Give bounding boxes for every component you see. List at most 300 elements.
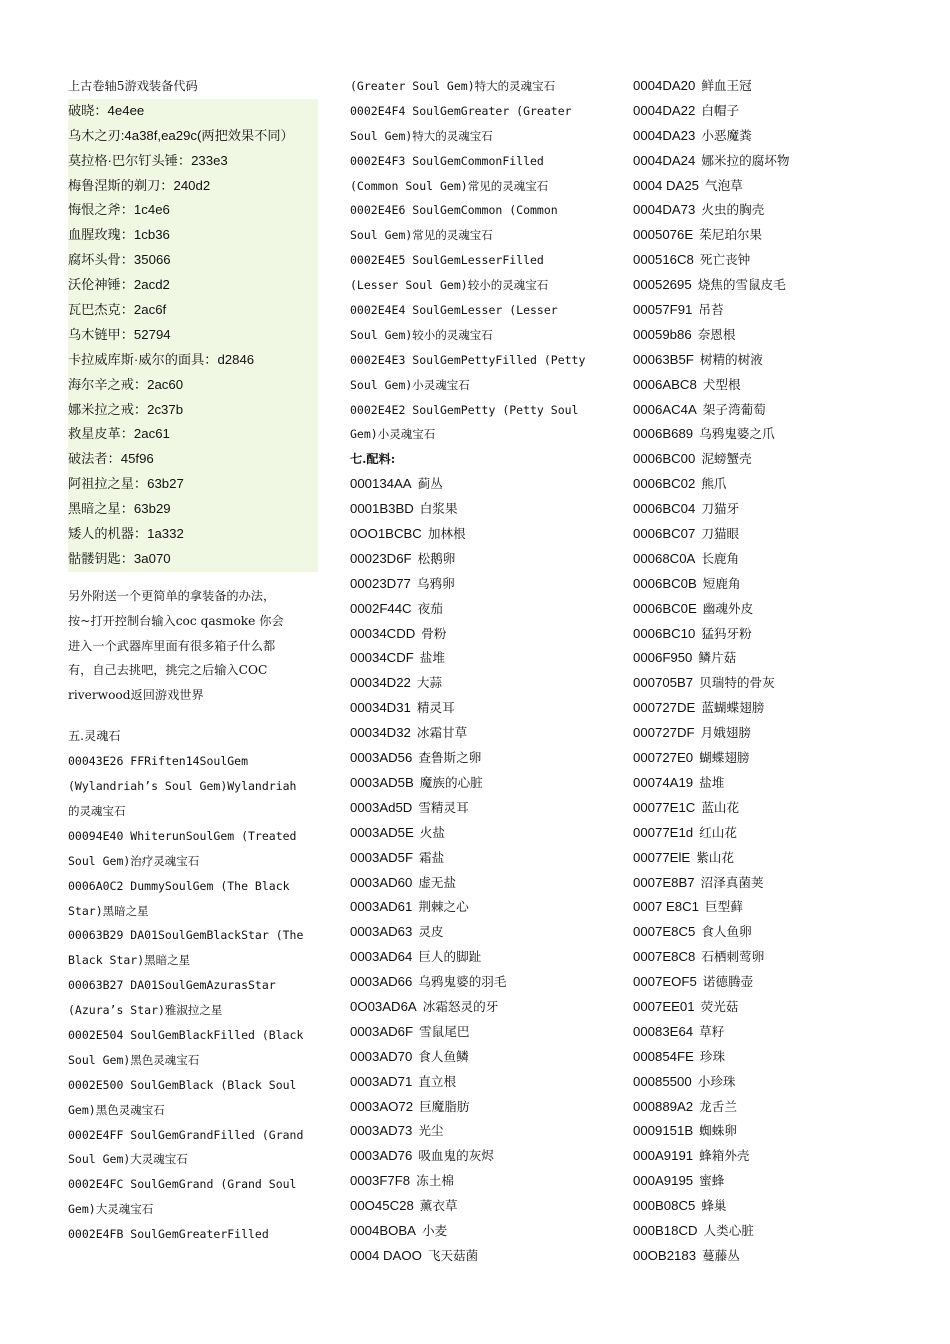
ingredient-row [350, 1219, 610, 1244]
ingredient-row [350, 497, 610, 522]
ingredient-name: 乌鸦鬼婆之爪 [699, 426, 775, 442]
soulgem-line: 0002E4E5 SoulGemLesserFilled [350, 253, 544, 268]
ingredient-name: 荆棘之心 [418, 899, 469, 915]
soulgem-line: 的灵魂宝石 [68, 803, 126, 818]
ingredient-name: 烧焦的雪鼠皮毛 [697, 277, 786, 293]
ingredient-code: 000705B7 [633, 675, 694, 691]
ingredient-code: 0002F44C [350, 600, 412, 616]
ingredient-name: 吊苔 [698, 302, 724, 318]
ingredient-name: 蜂箱外壳 [699, 1148, 750, 1164]
ingredient-code: 0003AD70 [350, 1048, 413, 1064]
ingredient-name: 冰霜怒灵的牙 [422, 998, 499, 1014]
ingredient-code: 000727E0 [633, 750, 694, 766]
ingredient-code: 0003AD64 [350, 949, 413, 965]
ingredient-code: 00085500 [633, 1073, 692, 1089]
ingredient-name: 火虫的胸壳 [701, 202, 765, 218]
soulgem-line: 0002E4E4 SoulGemLesser (Lesser [350, 303, 558, 318]
ingredient-row [633, 348, 923, 373]
ingredient-row [633, 721, 923, 746]
ingredient-name: 诺德腾壶 [702, 974, 754, 990]
ingredient-code: 000727DE [633, 700, 696, 716]
ingredient-code: 00023D77 [350, 575, 411, 591]
soulgem-line: 0002E4F4 SoulGemGreater (Greater [350, 103, 572, 118]
ingredient-name: 小麦 [421, 1222, 448, 1238]
ingredient-name: 雪鼠尾巴 [419, 1023, 470, 1039]
ingredient-code: 0004DA24 [633, 152, 696, 168]
soulgem-line: Black Star)黑暗之星 [68, 953, 191, 968]
artifact-code-item: 莫拉格·巴尔钉头锤：233e3 [68, 152, 228, 168]
ingredient-name: 人类心脏 [703, 1222, 754, 1238]
ingredient-name: 雪精灵耳 [418, 799, 469, 815]
soulgem-line: (Wylandriah’s Soul Gem)Wylandriah [68, 779, 297, 794]
ingredient-row [350, 671, 610, 696]
artifact-code-item: 乌木之刃:4a38f,ea29c(两把效果不同） [68, 127, 294, 143]
artifact-code-item: 乌木链甲：52794 [68, 326, 171, 342]
soulgem-line: 0002E4F3 SoulGemCommonFilled [350, 153, 544, 168]
ingredient-row [633, 497, 923, 522]
soulgem-line: 00063B29 DA01SoulGemBlackStar (The [68, 928, 304, 943]
ingredient-code: 0006F950 [633, 650, 693, 666]
ingredient-code: 000134AA [350, 476, 412, 492]
ingredient-name: 巨型藓 [705, 899, 743, 915]
ingredient-name: 乌鸦卵 [416, 575, 455, 591]
ingredient-row [633, 373, 923, 398]
ingredient-row [350, 871, 610, 896]
ingredient-code: 0OO1BCBC [350, 526, 422, 542]
soulgem-line: Gem)小灵魂宝石 [350, 427, 436, 442]
ingredient-name: 贝瑞特的骨灰 [699, 675, 775, 691]
ingredient-name: 霜盐 [419, 849, 445, 865]
ingredient-name: 冻土棉 [416, 1173, 454, 1189]
console-tip-paragraph [68, 584, 318, 708]
ingredient-name: 灵皮 [418, 924, 444, 940]
paragraph-line: riverwood返回游戏世界 [68, 688, 204, 703]
ingredient-code: 0007E8B7 [633, 874, 695, 890]
ingredient-name: 白浆果 [419, 501, 458, 517]
artifact-code-item: 腐坏头骨：35066 [68, 252, 171, 268]
ingredient-name: 冰霜甘草 [416, 725, 468, 741]
soulgem-list [68, 749, 318, 1247]
artifact-code-list [68, 99, 318, 572]
column-middle [350, 74, 610, 1269]
document-title: 上古卷轴5游戏装备代码 [68, 79, 198, 93]
artifact-code-item: 沃伦神锤：2acd2 [68, 277, 170, 293]
ingredient-code: 0003AD73 [350, 1123, 413, 1139]
ingredient-code: 000A9191 [633, 1148, 694, 1164]
ingredient-row [633, 1194, 923, 1219]
ingredient-code: 0006BC00 [633, 451, 696, 467]
ingredient-name: 鳞片菇 [698, 650, 737, 666]
ingredient-row [633, 323, 923, 348]
ingredient-row [633, 1020, 923, 1045]
ingredient-code: 0006BC0E [633, 600, 697, 616]
ingredient-code: 0007E8C8 [633, 949, 696, 965]
ingredient-row [350, 646, 610, 671]
ingredient-code: 0006BC04 [633, 501, 696, 517]
ingredient-row [633, 447, 923, 472]
ingredient-row [633, 572, 923, 597]
paragraph-line: 另外附送一个更简单的拿装备的办法， [68, 588, 276, 603]
ingredient-code: 0003AD63 [350, 924, 413, 940]
column-left [68, 74, 318, 1247]
artifact-code-item: 瓦巴杰克：2ac6f [68, 302, 167, 318]
ingredient-row [350, 771, 610, 796]
artifact-code-item: 娜米拉之戒：2c37b [68, 401, 184, 417]
ingredient-code: 00057F91 [633, 302, 693, 318]
ingredient-row [633, 1095, 923, 1120]
ingredient-row [633, 1244, 923, 1269]
ingredient-name: 精灵耳 [416, 700, 455, 716]
ingredient-code: 0006BC10 [633, 625, 696, 641]
ingredient-row [350, 995, 610, 1020]
ingredient-name: 娜米拉的腐坏物 [701, 152, 790, 168]
ingredient-code: 00O45C28 [350, 1198, 414, 1214]
ingredient-code: 00034D31 [350, 700, 411, 716]
ingredient-code: 0001B3BD [350, 501, 414, 517]
ingredient-code: 0003Ad5D [350, 799, 413, 815]
soulgem-line: 0002E4E2 SoulGemPetty (Petty Soul [350, 402, 579, 417]
ingredient-name: 刀猫眼 [701, 526, 740, 542]
ingredient-name: 小珍珠 [697, 1073, 736, 1089]
ingredient-name: 虚无盐 [418, 874, 457, 890]
ingredient-name: 食人鱼鳞 [418, 1048, 469, 1064]
ingredient-code: 0003AO72 [350, 1098, 414, 1114]
ingredient-name: 巨魔脂肪 [419, 1098, 470, 1114]
ingredient-row [633, 1169, 923, 1194]
ingredient-code: 00034CDD [350, 625, 416, 641]
soulgem-line: Soul Gem)较小的灵魂宝石 [350, 327, 493, 342]
ingredient-code: 00023D6F [350, 550, 412, 566]
ingredient-row [350, 1244, 610, 1269]
soulgem-line: Soul Gem)小灵魂宝石 [350, 377, 470, 392]
ingredient-row [633, 472, 923, 497]
ingredient-code: 00083E64 [633, 1023, 694, 1039]
ingredient-row [633, 871, 923, 896]
soulgem-line: 0002E4E3 SoulGemPettyFilled (Petty [350, 352, 586, 367]
soulgem-line: 0002E504 SoulGemBlackFilled (Black [68, 1027, 304, 1042]
ingredient-name: 熊爪 [701, 476, 727, 492]
ingredient-code: 00034D32 [350, 725, 411, 741]
ingredient-row [350, 597, 610, 622]
ingredient-row [350, 796, 610, 821]
artifact-code-item: 卡拉威库斯·威尔的面具：d2846 [68, 351, 255, 367]
ingredient-row [633, 920, 923, 945]
soulgem-line: 0006A0C2 DummySoulGem (The Black [68, 878, 290, 893]
soulgem-line: Soul Gem)黑色灵魂宝石 [68, 1052, 200, 1067]
ingredient-name: 蔓藤丛 [702, 1247, 740, 1263]
ingredient-row [633, 671, 923, 696]
ingredient-row [350, 920, 610, 945]
ingredient-row [633, 895, 923, 920]
artifact-code-item: 破晓：4e4ee [68, 102, 145, 118]
ingredient-name: 蜂巢 [701, 1198, 727, 1214]
ingredient-code: 00063B5F [633, 351, 694, 367]
ingredient-name: 月娥翅膀 [700, 725, 751, 741]
soulgem-line: 00043E26 FFRiften14SoulGem [68, 754, 249, 769]
ingredient-name: 幽魂外皮 [702, 600, 754, 616]
soulgem-line: Soul Gem)常见的灵魂宝石 [350, 228, 493, 243]
ingredient-row [350, 746, 610, 771]
ingredient-row [350, 522, 610, 547]
ingredient-code: 0006AC4A [633, 401, 697, 417]
ingredient-row [633, 1144, 923, 1169]
ingredient-row [633, 821, 923, 846]
ingredient-code: 0004DA22 [633, 102, 696, 118]
ingredient-row [633, 149, 923, 174]
ingredient-row [350, 622, 610, 647]
ingredient-name: 食人鱼卵 [701, 924, 752, 940]
ingredient-name: 白帽子 [701, 102, 740, 118]
ingredient-code: 0003AD56 [350, 750, 413, 766]
section-title-ingredients: 七.配料: [350, 452, 396, 467]
artifact-code-item: 黑暗之星：63b29 [68, 501, 171, 517]
ingredient-row [633, 1219, 923, 1244]
ingredient-row [633, 223, 923, 248]
ingredient-row [633, 522, 923, 547]
ingredient-name: 架子湾葡萄 [702, 401, 766, 417]
paragraph-line: 有，自己去挑吧，挑完之后输入COC [68, 663, 268, 678]
ingredient-code: 00052695 [633, 277, 692, 293]
ingredient-code: 0003AD5B [350, 774, 414, 790]
ingredient-row [633, 124, 923, 149]
soulgem-line: Star)黑暗之星 [68, 903, 149, 918]
ingredient-name: 龙舌兰 [699, 1098, 737, 1114]
ingredient-code: 0006BC02 [633, 476, 696, 492]
artifact-code-item: 救星皮革：2ac61 [68, 426, 170, 442]
ingredient-row [633, 945, 923, 970]
ingredient-name: 茱尼珀尔果 [699, 227, 763, 243]
ingredient-row [633, 696, 923, 721]
ingredient-name: 夜茄 [417, 600, 443, 616]
ingredient-name: 蓝蝴蝶翅膀 [701, 700, 765, 716]
ingredient-code: 00OB2183 [633, 1247, 697, 1263]
soulgem-line: Soul Gem)治疗灵魂宝石 [68, 853, 200, 868]
soulgem-line: 0002E4FC SoulGemGrand (Grand Soul [68, 1177, 297, 1192]
ingredient-name: 刀猫牙 [701, 501, 740, 517]
ingredient-name: 加林根 [427, 526, 466, 542]
soulgem-line: 00094E40 WhiterunSoulGem (Treated [68, 828, 297, 843]
ingredient-row [633, 796, 923, 821]
ingredient-row [633, 970, 923, 995]
paragraph-line: 按~打开控制台输入coc qasmoke 你会 [68, 613, 284, 628]
ingredient-name: 蜜蜂 [699, 1173, 725, 1189]
soulgem-line: 00063B27 DA01SoulGemAzurasStar [68, 978, 276, 993]
ingredient-code: 0006B689 [633, 426, 694, 442]
soulgem-list-continued [350, 74, 610, 447]
ingredient-code: 00074A19 [633, 774, 694, 790]
ingredient-code: 00077E1d [633, 824, 694, 840]
ingredient-row [350, 895, 610, 920]
ingredient-row [350, 1144, 610, 1169]
soulgem-line: (Lesser Soul Gem)较小的灵魂宝石 [350, 278, 549, 293]
ingredient-row [350, 821, 610, 846]
ingredient-list-continued [633, 74, 923, 1269]
artifact-code-item: 海尔辛之戒：2ac60 [68, 376, 184, 392]
ingredient-name: 长鹿角 [701, 550, 740, 566]
ingredient-row [633, 273, 923, 298]
ingredient-name: 巨人的脚趾 [418, 949, 482, 965]
ingredient-name: 盐堆 [699, 774, 725, 790]
ingredient-name: 鲜血王冠 [701, 78, 752, 93]
ingredient-code: 00059b86 [633, 326, 692, 342]
ingredient-code: 00034D22 [350, 675, 411, 691]
paragraph-line: 进入一个武器库里面有很多箱子什么都 [68, 638, 276, 653]
ingredient-name: 荧光菇 [700, 998, 739, 1014]
ingredient-code: 0003AD66 [350, 974, 413, 990]
soulgem-line: (Azura’s Star)雅淑拉之星 [68, 1003, 223, 1018]
ingredient-code: 0004DA20 [633, 78, 696, 93]
ingredient-name: 魔族的心脏 [419, 774, 483, 790]
ingredient-row [633, 298, 923, 323]
ingredient-row [350, 472, 610, 497]
ingredient-name: 草籽 [699, 1023, 725, 1039]
ingredient-code: 00077E1C [633, 799, 696, 815]
column-right [633, 74, 923, 1269]
ingredient-code: 0004BOBA [350, 1222, 416, 1238]
ingredient-row [633, 547, 923, 572]
ingredient-code: 0007 E8C1 [633, 899, 699, 915]
ingredient-code: 0004DA73 [633, 202, 696, 218]
ingredient-code: 0003AD71 [350, 1073, 413, 1089]
ingredient-row [350, 696, 610, 721]
soulgem-line: Soul Gem)特大的灵魂宝石 [350, 128, 493, 143]
ingredient-code: 00077ElE [633, 849, 691, 865]
ingredient-row [350, 846, 610, 871]
ingredient-row [350, 1045, 610, 1070]
ingredient-row [633, 398, 923, 423]
ingredient-code: 00034CDF [350, 650, 414, 666]
ingredient-row [633, 99, 923, 124]
ingredient-name: 死亡丧钟 [699, 252, 751, 268]
ingredient-name: 火盐 [419, 824, 445, 840]
ingredient-row [633, 174, 923, 199]
artifact-code-item: 阿祖拉之星：63b27 [68, 476, 184, 492]
ingredient-name: 乌鸦鬼婆的羽毛 [418, 974, 507, 990]
ingredient-row [350, 572, 610, 597]
ingredient-name: 奈恩根 [697, 326, 736, 342]
ingredient-code: 000B18CD [633, 1222, 698, 1238]
ingredient-row [633, 995, 923, 1020]
ingredient-row [633, 846, 923, 871]
ingredient-code: 0003AD60 [350, 874, 413, 890]
ingredient-name: 薰衣草 [419, 1198, 458, 1214]
ingredient-name: 松鹅卵 [417, 550, 456, 566]
ingredient-code: 0004 DAOO [350, 1247, 422, 1263]
ingredient-row [633, 597, 923, 622]
ingredient-code: 000727DF [633, 725, 695, 741]
ingredient-code: 0007EOF5 [633, 974, 697, 990]
ingredient-name: 珍珠 [699, 1048, 726, 1064]
ingredient-code: 0004DA23 [633, 127, 696, 143]
artifact-code-item: 梅鲁涅斯的剃刀：240d2 [68, 177, 211, 193]
ingredient-code: 0006ABC8 [633, 376, 697, 392]
ingredient-row [633, 1119, 923, 1144]
ingredient-name: 光尘 [418, 1123, 444, 1139]
ingredient-row [633, 746, 923, 771]
ingredient-name: 直立根 [418, 1073, 457, 1089]
soulgem-line: 0002E500 SoulGemBlack (Black Soul [68, 1077, 297, 1092]
ingredient-name: 查鲁斯之卵 [418, 750, 482, 766]
ingredient-code: 0006BC07 [633, 526, 696, 542]
artifact-code-item: 破法者：45f96 [68, 451, 154, 467]
section-title-soulgem: 五.灵魂石 [68, 729, 121, 744]
ingredient-row [350, 1095, 610, 1120]
soulgem-line: (Greater Soul Gem)特大的灵魂宝石 [350, 79, 556, 93]
ingredient-name: 大蒜 [416, 675, 443, 691]
ingredient-code: 0007EE01 [633, 998, 695, 1014]
ingredient-name: 蓟丛 [417, 476, 443, 492]
ingredient-row [633, 622, 923, 647]
ingredient-code: 0006BC0B [633, 575, 697, 591]
ingredient-name: 骨粉 [421, 625, 447, 641]
ingredient-code: 0003AD5E [350, 824, 414, 840]
soulgem-line: 0002E4E6 SoulGemCommon (Common [350, 203, 558, 218]
ingredient-name: 沼泽真菌荚 [700, 874, 764, 890]
soulgem-line: Gem)大灵魂宝石 [68, 1202, 154, 1217]
soulgem-line: Soul Gem)大灵魂宝石 [68, 1152, 188, 1167]
ingredient-name: 气泡草 [705, 177, 743, 193]
ingredient-row [350, 1020, 610, 1045]
ingredient-row [633, 1070, 923, 1095]
ingredient-name: 蓝山花 [701, 799, 740, 815]
ingredient-code: 0003AD76 [350, 1148, 413, 1164]
ingredient-name: 蝴蝶翅膀 [699, 750, 750, 766]
soulgem-line: 0002E4FF SoulGemGrandFilled (Grand [68, 1127, 304, 1142]
ingredient-name: 吸血鬼的灰烬 [418, 1148, 494, 1164]
ingredient-code: 0003AD61 [350, 899, 413, 915]
artifact-code-item: 骷髅钥匙：3a070 [68, 550, 171, 566]
soulgem-line: (Common Soul Gem)常见的灵魂宝石 [350, 178, 549, 193]
ingredient-name: 飞天菇菌 [427, 1247, 479, 1263]
ingredient-row [633, 74, 923, 99]
ingredient-code: 000A9195 [633, 1173, 694, 1189]
ingredient-list [350, 472, 610, 1269]
ingredient-row [633, 1045, 923, 1070]
ingredient-row [350, 970, 610, 995]
ingredient-name: 短鹿角 [702, 575, 741, 591]
ingredient-code: 0004 DA25 [633, 177, 699, 193]
ingredient-row [633, 771, 923, 796]
ingredient-code: 000854FE [633, 1048, 694, 1064]
ingredient-row [350, 945, 610, 970]
ingredient-row [633, 646, 923, 671]
ingredient-code: 00068C0A [633, 550, 696, 566]
ingredient-name: 盐堆 [419, 650, 445, 666]
ingredient-code: 000B08C5 [633, 1198, 696, 1214]
ingredient-name: 泥螃蟹壳 [701, 451, 752, 467]
ingredient-code: 0009151B [633, 1123, 694, 1139]
ingredient-name: 紫山花 [696, 849, 734, 865]
ingredient-code: 000516C8 [633, 252, 694, 268]
ingredient-code: 000889A2 [633, 1098, 694, 1114]
artifact-code-item: 矮人的机器：1a332 [68, 526, 184, 542]
ingredient-row [633, 198, 923, 223]
ingredient-code: 0003AD5F [350, 849, 414, 865]
ingredient-name: 树精的树液 [699, 351, 763, 367]
artifact-code-item: 血腥玫瑰：1cb36 [68, 227, 170, 243]
ingredient-name: 小恶魔粪 [701, 127, 752, 143]
ingredient-row [350, 1169, 610, 1194]
soulgem-line: 0002E4FB SoulGemGreaterFilled [68, 1227, 269, 1242]
artifact-code-item: 悔恨之斧：1c4e6 [68, 202, 170, 218]
ingredient-code: 0005076E [633, 227, 694, 243]
ingredient-row [350, 721, 610, 746]
ingredient-row [350, 547, 610, 572]
ingredient-row [350, 1070, 610, 1095]
ingredient-name: 蜘蛛卵 [699, 1123, 737, 1139]
soulgem-line: Gem)黑色灵魂宝石 [68, 1102, 165, 1117]
ingredient-code: 0003AD6F [350, 1023, 414, 1039]
